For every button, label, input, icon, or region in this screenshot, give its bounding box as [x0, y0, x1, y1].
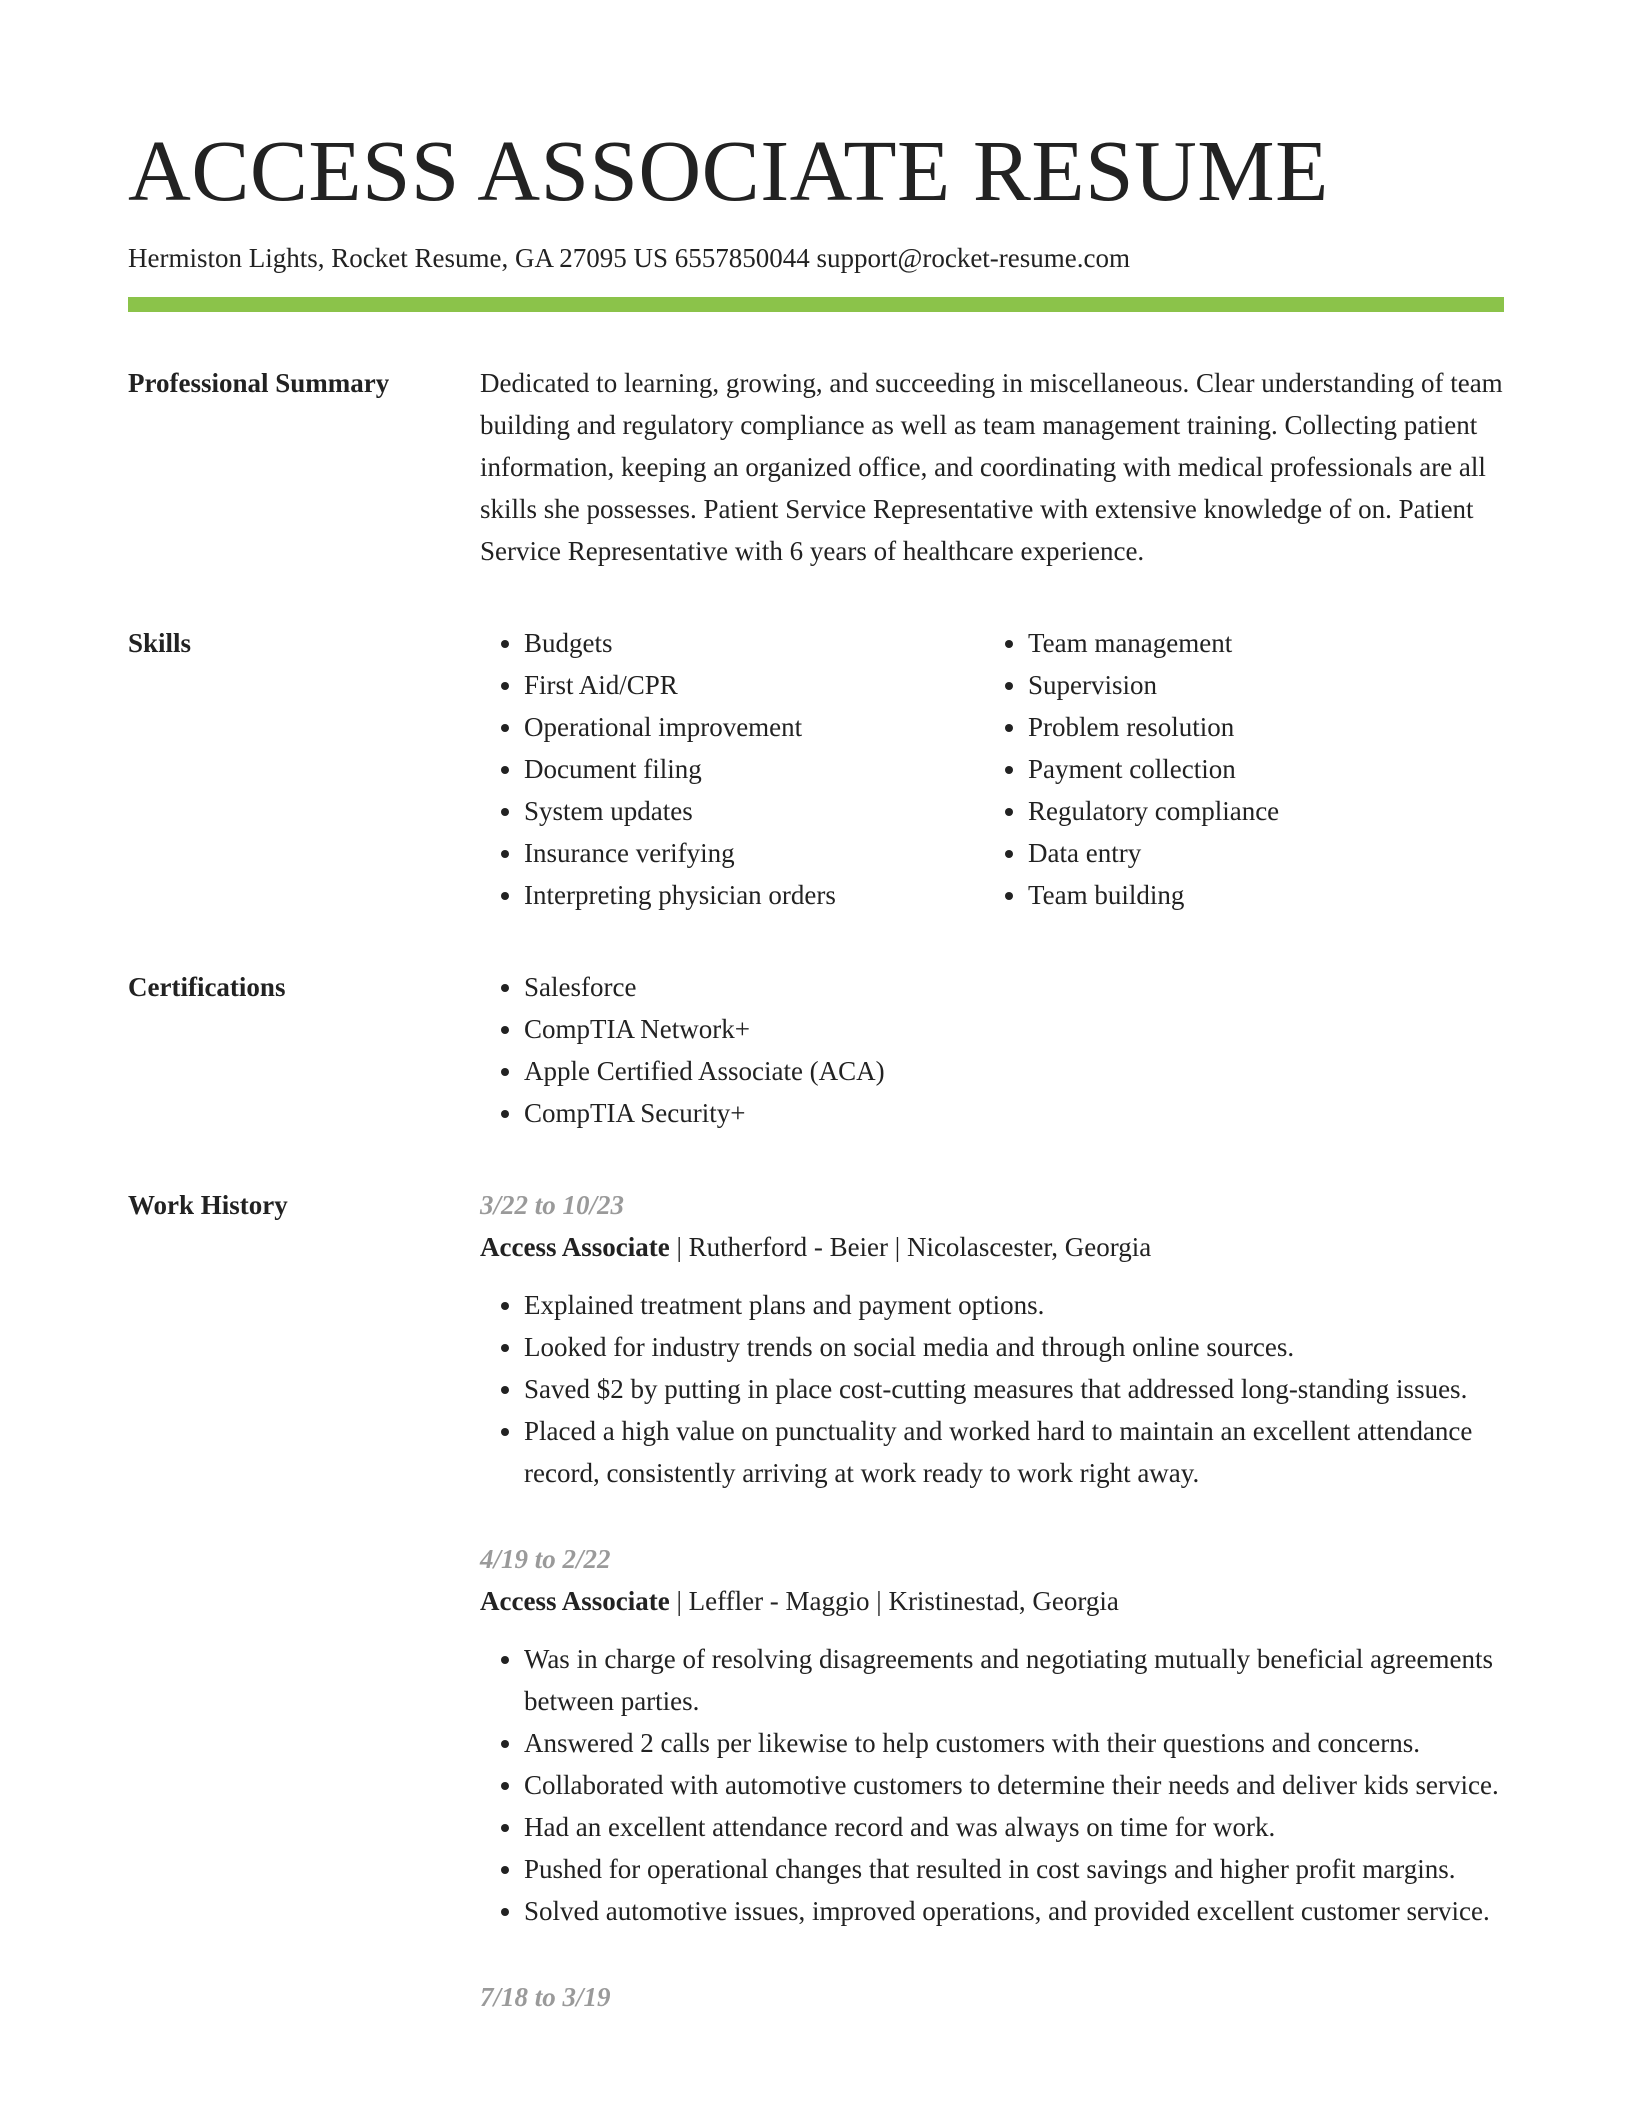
skills-list-left — [480, 622, 984, 916]
list-item: • Operational improvement — [524, 706, 984, 748]
job-date: 3/22 to 10/23 — [480, 1190, 625, 1221]
job-entry — [480, 1538, 1504, 1932]
job-bullets — [480, 1638, 1504, 1932]
resume-title: ACCESS ASSOCIATE RESUME — [128, 122, 1329, 219]
job-entry — [480, 1976, 1504, 2018]
list-item: • System updates — [524, 790, 984, 832]
job-details: | Leffler - Maggio | Kristinestad, Georgia — [669, 1586, 1119, 1617]
list-item: • Solved automotive issues, improved operations, and provided excellent customer service. — [524, 1890, 1504, 1932]
list-item: • Regulatory compliance — [1028, 790, 1468, 832]
job-date: 4/19 to 2/22 — [480, 1544, 611, 1575]
list-item: • Budgets — [524, 622, 984, 664]
job-date: 7/18 to 3/19 — [480, 1982, 611, 2013]
job-heading — [480, 1226, 1504, 1268]
skills-list-right — [984, 622, 1468, 916]
list-item: • Placed a high value on punctuality and worked hard to maintain an excellent attendance record, consistently arriving at work ready to work right away. — [524, 1410, 1504, 1494]
skills-section — [128, 622, 1504, 916]
list-item: • Supervision — [1028, 664, 1468, 706]
list-item: • Data entry — [1028, 832, 1468, 874]
list-item: • Was in charge of resolving disagreements and negotiating mutually beneficial agreements between parties. — [524, 1638, 1504, 1722]
resume-page — [128, 0, 1504, 2062]
list-item: • Had an excellent attendance record and was always on time for work. — [524, 1806, 1504, 1848]
work-history-label: Work History — [128, 1190, 288, 1221]
list-item: • Saved $2 by putting in place cost-cutting measures that addressed long-standing issues. — [524, 1368, 1504, 1410]
list-item: • CompTIA Network+ — [524, 1008, 1504, 1050]
list-item: • CompTIA Security+ — [524, 1092, 1504, 1134]
list-item: • Looked for industry trends on social media and through online sources. — [524, 1326, 1504, 1368]
list-item: • Salesforce — [524, 966, 1504, 1008]
list-item: • Answered 2 calls per likewise to help customers with their questions and concerns. — [524, 1722, 1504, 1764]
list-item: • Team building — [1028, 874, 1468, 916]
list-item: • Interpreting physician orders — [524, 874, 984, 916]
certifications-list — [480, 966, 1504, 1134]
certifications-section — [128, 966, 1504, 1134]
accent-divider — [128, 297, 1504, 312]
list-item: • Apple Certified Associate (ACA) — [524, 1050, 1504, 1092]
list-item: • Payment collection — [1028, 748, 1468, 790]
skills-label: Skills — [128, 628, 192, 659]
list-item: • Document filing — [524, 748, 984, 790]
summary-label: Professional Summary — [128, 368, 390, 399]
job-heading — [480, 1580, 1504, 1622]
job-bullets — [480, 1284, 1504, 1494]
job-entry — [480, 1184, 1504, 1494]
list-item: • Explained treatment plans and payment options. — [524, 1284, 1504, 1326]
summary-section — [128, 362, 1504, 572]
list-item: • Team management — [1028, 622, 1468, 664]
list-item: • Collaborated with automotive customers to determine their needs and deliver kids service. — [524, 1764, 1504, 1806]
list-item: • Problem resolution — [1028, 706, 1468, 748]
certifications-label: Certifications — [128, 972, 286, 1003]
job-title: Access Associate — [480, 1586, 670, 1617]
list-item: • Insurance verifying — [524, 832, 984, 874]
list-item: • Pushed for operational changes that resulted in cost savings and higher profit margins. — [524, 1848, 1504, 1890]
contact-line: Hermiston Lights, Rocket Resume, GA 27095 US 6557850044 support@rocket-resume.com — [128, 243, 1130, 273]
list-item: • First Aid/CPR — [524, 664, 984, 706]
work-history-section — [128, 1184, 1504, 2062]
job-title: Access Associate — [480, 1232, 670, 1263]
job-details: | Rutherford - Beier | Nicolascester, Georgia — [669, 1232, 1152, 1263]
summary-text: Dedicated to learning, growing, and succeeding in miscellaneous. Clear understanding of team building and regulatory compliance as well as team management training. Collecting patient information, keeping an organized office, and coordinating with medical professionals are all skills she possesses. Patient Service Representative with extensive knowledge of on. Patient Service Representative with 6 years of healthcare experience. — [480, 368, 1503, 567]
